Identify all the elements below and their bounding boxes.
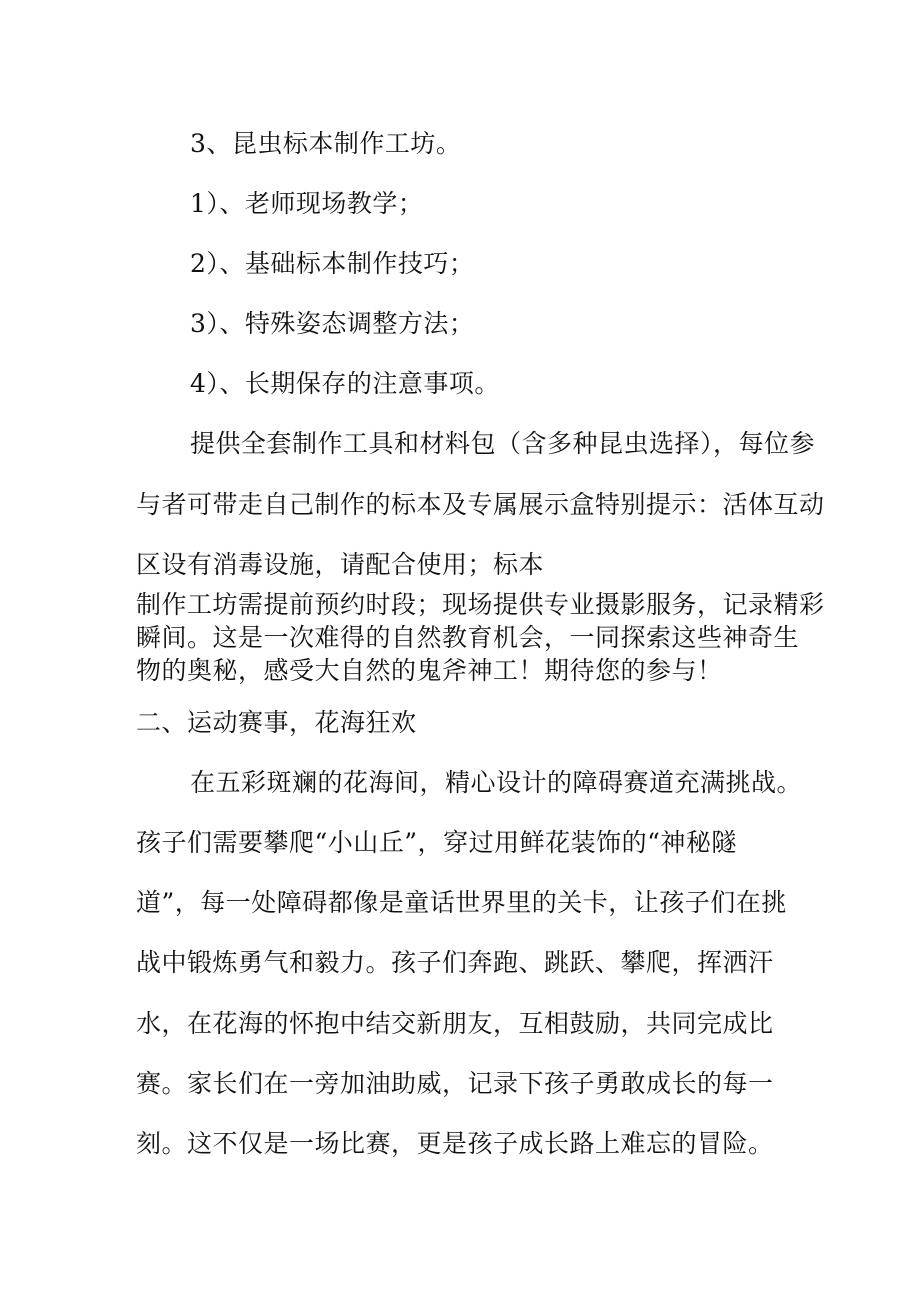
section-heading: 二、运动赛事，花海狂欢	[136, 708, 417, 737]
paragraph-line: 孩子们需要攀爬“小山丘”，穿过用鲜花装饰的“神秘隧	[136, 828, 737, 857]
paragraph-line: 提供全套制作工具和材料包（含多种昆虫选择），每位参	[190, 429, 816, 458]
paragraph-line: 道”，每一处障碍都像是童话世界里的关卡，让孩子们在挑	[136, 888, 787, 917]
list-item: 2）、基础标本制作技巧；	[190, 249, 475, 278]
list-item: 3）、特殊姿态调整方法；	[190, 309, 475, 338]
list-item: 4）、长期保存的注意事项。	[190, 369, 500, 398]
list-item: 1）、老师现场教学；	[190, 189, 424, 218]
paragraph-line: 制作工坊需提前预约时段；现场提供专业摄影服务，记录精彩	[136, 590, 825, 619]
paragraph-line: 瞬间。这是一次难得的自然教育机会，一同探索这些神奇生	[136, 623, 800, 652]
paragraph-line: 刻。这不仅是一场比赛，更是孩子成长路上难忘的冒险。	[136, 1129, 774, 1158]
paragraph-line: 赛。家长们在一旁加油助威，记录下孩子勇敢成长的每一	[136, 1069, 774, 1098]
paragraph-line: 战中锻炼勇气和毅力。孩子们奔跑、跳跃、攀爬，挥洒汗	[136, 948, 774, 977]
paragraph-line: 物的奥秘，感受大自然的鬼斧神工！期待您的参与！	[136, 656, 723, 685]
paragraph-line: 区设有消毒设施，请配合使用；标本	[136, 550, 545, 579]
list-heading: 3、昆虫标本制作工坊。	[190, 129, 462, 158]
paragraph-line: 在五彩斑斓的花海间，精心设计的障碍赛道充满挑战。	[190, 768, 803, 797]
paragraph-line: 与者可带走自己制作的标本及专属展示盒特别提示：活体互动	[136, 490, 825, 519]
paragraph-line: 水，在花海的怀抱中结交新朋友，互相鼓励，共同完成比	[136, 1009, 774, 1038]
